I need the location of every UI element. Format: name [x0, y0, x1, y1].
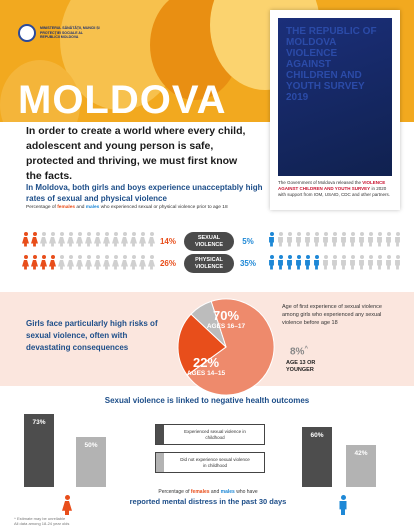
male-figure-icon — [385, 232, 392, 247]
female-figure-icon — [139, 255, 146, 270]
male-figure-icon — [286, 255, 293, 270]
male-figure-icon — [340, 255, 347, 270]
female-sexual-pct: 14% — [159, 236, 176, 246]
org-name: MINISTERUL SĂNĂTĂȚII, MUNCII ȘI PROTECȚIEI SOCIALE AL REPUBLICII MOLDOVA — [40, 26, 100, 40]
male-figure-icon — [340, 232, 347, 247]
female-figure-icon — [67, 232, 74, 247]
female-figure-icon — [58, 255, 65, 270]
female-figure-icon — [112, 255, 119, 270]
male-figure-icon — [304, 232, 311, 247]
male-figure-icon — [304, 255, 311, 270]
health-section-title: Sexual violence is linked to negative health outcomes — [104, 396, 310, 405]
male-figure-icon — [394, 255, 401, 270]
female-experienced-bar: 73% — [24, 414, 54, 487]
male-figure-icon — [376, 232, 383, 247]
cover-note: The Government of Moldova released the VIOLENCE AGAINST CHILDREN AND YOUTH SURVEY in 2020 with support from IOM, USAID, CDC and other partners. — [278, 180, 391, 197]
male-figure-icon — [331, 232, 338, 247]
female-figure-icon — [85, 255, 92, 270]
male-figure-icon — [295, 255, 302, 270]
male-figure-icon — [313, 232, 320, 247]
male-sexual-pictogram — [268, 232, 401, 247]
male-figure-icon — [322, 232, 329, 247]
male-figure-icon — [367, 255, 374, 270]
male-sexual-pct: 5% — [242, 236, 254, 246]
male-figure-icon — [331, 255, 338, 270]
slice-8-pct: 8%^ — [290, 346, 308, 358]
female-figure-icon — [31, 232, 38, 247]
cover-art — [278, 18, 392, 176]
male-physical-pictogram — [268, 255, 401, 270]
female-figure-icon — [76, 255, 83, 270]
seal-icon — [18, 24, 36, 42]
female-figure-icon — [148, 232, 155, 247]
male-figure-icon — [286, 232, 293, 247]
male-figure-icon — [349, 232, 356, 247]
physical-violence-label: PHYSICAL VIOLENCE — [184, 254, 234, 273]
girls-risk-text: Girls face particularly high risks of sexual violence, often with devastating consequences — [26, 319, 158, 352]
male-figure-icon — [349, 255, 356, 270]
male-figure-icon — [358, 255, 365, 270]
female-figure-icon — [76, 232, 83, 247]
male-physical-pct: 35% — [239, 258, 256, 268]
female-figure-icon — [139, 232, 146, 247]
female-figure-icon — [130, 232, 137, 247]
footnotes: ^ Estimate may be unreliable All data among 18-24 year olds — [14, 516, 70, 526]
female-sexual-pictogram — [22, 232, 155, 247]
female-icon — [62, 495, 72, 515]
ministry-logo — [18, 24, 100, 42]
male-figure-icon — [394, 232, 401, 247]
cover-title: THE REPUBLIC OF MOLDOVA VIOLENCE AGAINST CHILDREN AND YOUTH SURVEY 2019 — [286, 26, 377, 103]
female-figure-icon — [22, 255, 29, 270]
male-figure-icon — [358, 232, 365, 247]
female-figure-icon — [130, 255, 137, 270]
female-figure-icon — [40, 232, 47, 247]
male-figure-icon — [277, 232, 284, 247]
female-figure-icon — [67, 255, 74, 270]
female-figure-icon — [85, 232, 92, 247]
female-physical-pct: 26% — [159, 258, 176, 268]
female-figure-icon — [148, 255, 155, 270]
slice-22-label: 22% AGES 14–15 — [186, 355, 226, 377]
age-note: Age of first experience of sexual violence among girls who experienced any sexual violence before age 18 — [282, 304, 382, 326]
male-figure-icon — [295, 232, 302, 247]
page-title: MOLDOVA — [18, 78, 227, 122]
health-bottom-title: reported mental distress in the past 30 days — [129, 497, 287, 506]
female-figure-icon — [49, 232, 56, 247]
male-figure-icon — [268, 255, 275, 270]
female-figure-icon — [94, 232, 101, 247]
violence-caption: Percentage of females and males who experienced sexual or physical violence prior to age 18 — [26, 205, 228, 210]
female-figure-icon — [22, 232, 29, 247]
female-figure-icon — [40, 255, 47, 270]
male-figure-icon — [322, 255, 329, 270]
intro-text: In order to create a world where every child, adolescent and young person is safe, protected and thriving, we must first know the facts. — [26, 125, 246, 182]
female-figure-icon — [112, 232, 119, 247]
female-figure-icon — [121, 232, 128, 247]
health-caption: Percentage of females and males who have — [158, 489, 258, 495]
violence-section-title: In Moldova, both girls and boys experience unacceptably high rates of sexual and physical violence — [26, 183, 263, 203]
legend-experienced: Experienced sexual violence in childhood — [155, 424, 265, 445]
report-cover — [270, 10, 400, 210]
slice-8-label: AGE 13 OR YOUNGER — [286, 360, 316, 373]
male-icon — [338, 495, 348, 515]
female-not-experienced-bar: 50% — [76, 437, 106, 487]
male-figure-icon — [313, 255, 320, 270]
male-figure-icon — [268, 232, 275, 247]
male-not-experienced-bar: 42% — [346, 445, 376, 487]
female-figure-icon — [94, 255, 101, 270]
female-physical-pictogram — [22, 255, 155, 270]
male-figure-icon — [277, 255, 284, 270]
female-figure-icon — [31, 255, 38, 270]
slice-70-label: 70% AGES 16–17 — [206, 308, 246, 330]
female-figure-icon — [103, 232, 110, 247]
male-figure-icon — [385, 255, 392, 270]
female-figure-icon — [49, 255, 56, 270]
female-figure-icon — [121, 255, 128, 270]
female-figure-icon — [103, 255, 110, 270]
sexual-violence-label: SEXUAL VIOLENCE — [184, 232, 234, 251]
female-figure-icon — [58, 232, 65, 247]
male-figure-icon — [376, 255, 383, 270]
male-experienced-bar: 60% — [302, 427, 332, 487]
legend-not-experienced: Did not experience sexual violence in childhood — [155, 452, 265, 473]
male-figure-icon — [367, 232, 374, 247]
